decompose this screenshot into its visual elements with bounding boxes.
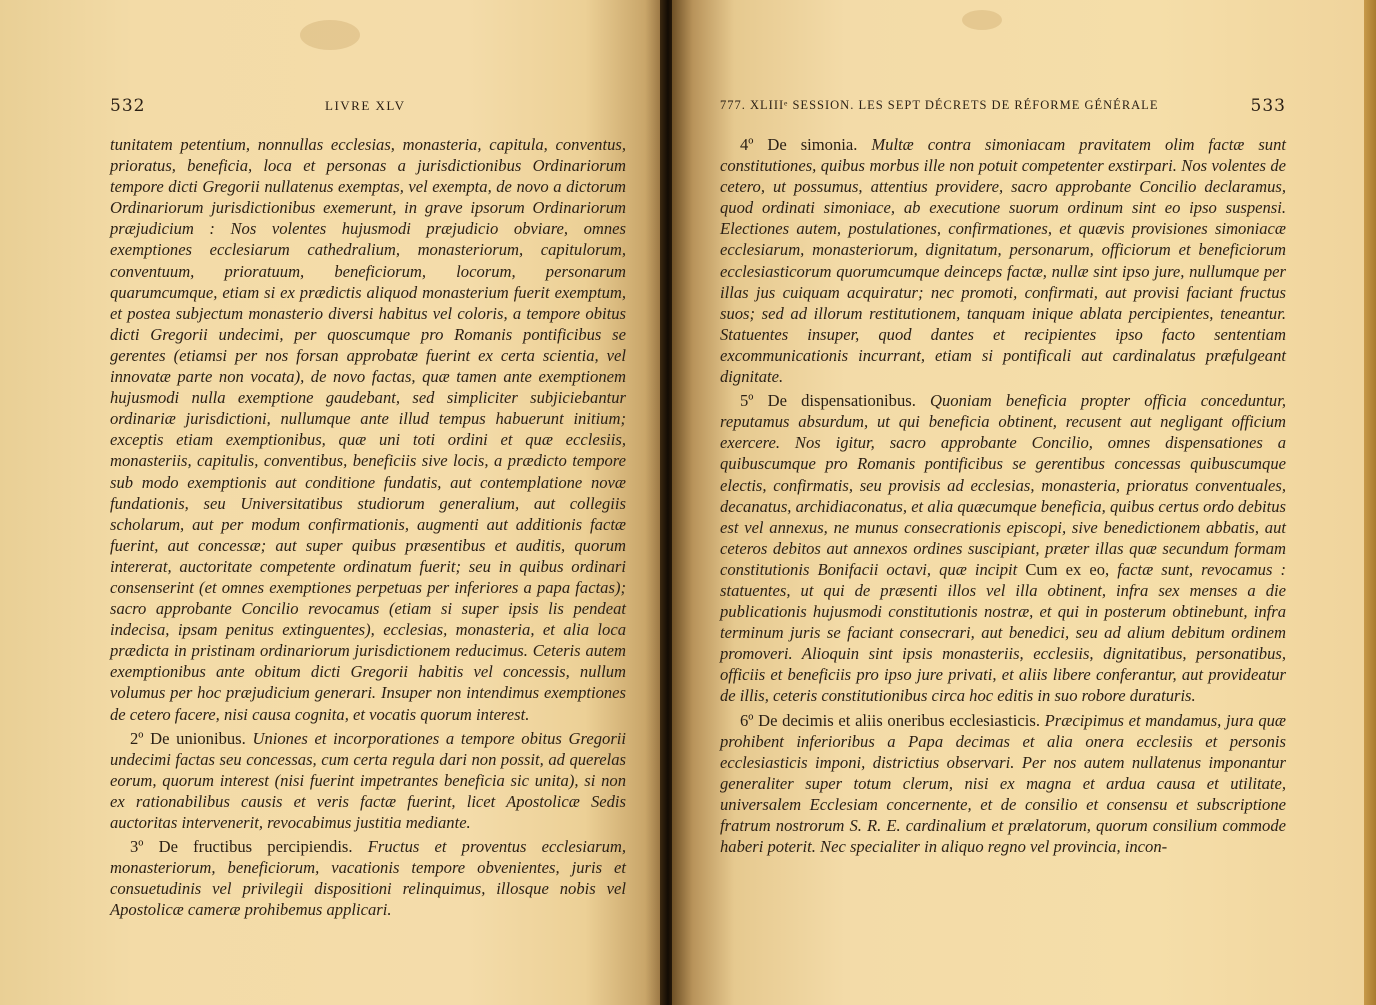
page-number: 533 [1250, 96, 1286, 116]
paragraph [720, 390, 1286, 706]
right-page-text [720, 134, 1286, 857]
paragraph-quoted-incipit: Cum ex eo, [1025, 559, 1110, 579]
paragraph-text: Uniones et incorporationes a tempore obitus Gregorii undecimi factas seu concessas, cum certa regula dari non possit, ad querelas eorum, quorum interest (nisi fuerint impetrantes beneficia sic unita), si non ex rationabilibus causis et veris factæ fuerint, licet Apostolicæ Sedis auctoritas intervenerit, revocabimus justitia mediante. [110, 728, 626, 832]
left-running-head [110, 98, 626, 122]
paper-stain [300, 20, 360, 50]
paper-stain [962, 10, 1002, 30]
left-page [0, 0, 665, 1005]
paragraph-text: factæ sunt, revocamus : statuentes, ut qui de præsenti illos vel illa obtinent, infra sex menses a die publicationis hujusmodi constitutionis nostræ, et qui in posterum obtinebunt, infra terminum juris se faciant consecrari, aut benedici, seu ad alium debitum ordinem promoveri. Alioquin sint ipsis monasteriis, ecclesiis, dignitatibus, personatibus, officiis et beneficiis pro ipso jure privati, et aliis libere conferantur, aut provideatur de illis, ceteris constitutionibus circa hoc editis in suo robore duraturis. [720, 559, 1286, 706]
paragraph-text: Præcipimus et mandamus, jura quæ prohibent inferioribus a Papa decimas et alia onera ecclesiis et personis ecclesiasticis imponi, districtius observari. Per nos autem nullatenus imponantur generaliter super totum clerum, nisi ex magna et ardua causa et utilitate, universalem Ecclesiam concernente, et de consilio et consensu et subscriptione fratrum nostrorum S. R. E. cardinalium et prælatorum, quorum consilium commode haberi poterit. Nec specialiter in aliquo regno vel provincia, incon- [720, 710, 1287, 857]
left-page-text [110, 134, 626, 920]
paragraph-lead: 6º De decimis et aliis oneribus ecclesiasticis. [740, 710, 1040, 730]
paragraph-lead: 2º De unionibus. [130, 728, 246, 748]
paragraph [110, 836, 626, 920]
paragraph [720, 710, 1286, 858]
paragraph-text: tunitatem petentium, nonnullas ecclesias, monasteria, capitula, conventus, prioratus, beneficia, loca et personas a jurisdictionibus Ordinariorum tempore dicti Gregorii nullatenus exemptas, vel exempta, de novo a dictorum Ordinariorum jurisdictionibus exemerunt, in grave ipsorum Ordinariorum præjudicium : Nos volentes hujusmodi præjudicio obviare, omnes exemptiones ecclesiarum cathedralium, monasteriorum, capitulorum, conventuum, prioratuum, beneficiorum, locorum, personarum quarumcumque, etiam si ex prædictis aliquod monasterium fuerit exemptum, et postea subjectum monasterio diversi habitus vel coloris, a tempore obitus dicti Gregorii undecimi, per quoscumque pro Romanis pontificibus se gerentes (etiamsi per nos forsan approbatæ fuerint ex certa scientia, vel innovatæ parte non vocata), de novo factas, quæ tamen ante exemptionem hujusmodi nulla exemptione gaudebant, sed simpliciter subjiciebantur ordinariæ jurisdictioni, nullumque ante illud tempus habuerunt initium; exceptis etiam exemptionibus, quæ uni toti ordini et quæ ecclesiis, monasteriis, capitulis, conventibus, beneficiis sive locis, a prædicto tempore sub modo exemptionis aut conditione fundatis, aut contemplatione novæ fundationis, seu Universitatibus studiorum generalium, aut collegiis scholarum, aut per modum confirmationis, augmenti aut additionis factæ fuerint, aut concessæ; aut super quibus præsentibus et auditis, quorum intererat, auctoritate competente ordinatum fuerit; seu in quibus ordinari consenserint (et omnes exemptiones perpetuas per inferiores a papa factas); sacro approbante Concilio revocamus (etiam si super ipsis lis pendeat indecisa, ipsam penitus extinguentes), ecclesias, monasteria, et alia loca prædicta in pristinam ordinariorum jurisdictionem reducimus. Ceteris autem exemptionibus ante obitum dicti Gregorii habitis vel concessis, nullum volumus per hoc præjudicium generari. Insuper non intendimus exemptiones de cetero facere, nisi causa cognita, et vocatis quorum interest. [110, 135, 626, 724]
paragraph-text: Multæ contra simoniacam pravitatem olim factæ sunt constitutiones, quibus morbus ille non potuit competenter exstirpari. Nos volentes de cetero, ut possumus, attentius providere, sacro approbante Concilio declaramus, quod ordinati simoniace, ab executione suorum ordinum sint eo ipso suspensi. Electiones autem, postulationes, confirmationes, et quævis provisiones simoniacæ ecclesiarum, monasteriorum, dignitatum, personarum, officiorum et beneficiorum ecclesiasticorum quorumcumque deinceps factæ, nullæ sint ipso jure, nullumque per illas jus cuiquam acquiratur; nec promoti, confirmati, aut provisi faciant fructus suos; sed ad illorum restitutionem, tanquam inique ablata percipientes, teneantur. Statuentes insuper, quod dantes et recipientes ipso facto sententiam excommunicationis incurrant, etiam si pontificali aut cardinalatus præfulgeant dignitate. [720, 135, 1286, 387]
paragraph [720, 134, 1286, 387]
paragraph-text: Quoniam beneficia propter officia conceduntur, reputamus absurdum, ut qui beneficia obtinent, recusent aut negligant officium exercere. Nos igitur, sacro approbante Concilio, omnes dispensationes a quibuscumque pro Romanis pontificibus se gerentibus concessas quibuscumque electis, confirmatis, seu provisis ad ecclesias, monasteria, prioratus conventuales, decanatus, archidiaconatus, et alia quæcumque beneficia, quibus certus ordo debitus est vel annexus, ne munus consecrationis episcopi, sive benedictionem abbatis, aut ceteros debitos aut annexos ordines suscipiant, præter illas quæ secundum formam constitutionis Bonifacii octavi, quæ incipit [720, 391, 1287, 579]
paragraph-text: Fructus et proventus ecclesiarum, monasteriorum, beneficiorum, vacationis tempore obvenientes, juris et consuetudinis vel privilegii dispositioni relinquimus, illosque nobis vel Apostolicæ cameræ prohibemus applicari. [110, 837, 626, 920]
paragraph-lead: 3º De fructibus percipiendis. [130, 837, 353, 857]
paragraph [110, 134, 626, 725]
paragraph-lead: 4º De simonia. [740, 135, 858, 154]
paragraph [110, 728, 626, 833]
running-head-title: 777. XLIIIᵉ SESSION. LES SEPT DÉCRETS DE RÉFORME GÉNÉRALE [720, 98, 1159, 112]
running-head-title: LIVRE XLV [325, 98, 406, 113]
page-number: 532 [110, 96, 146, 116]
right-page [672, 0, 1364, 1005]
page-edge [1364, 0, 1376, 1005]
right-running-head [720, 98, 1286, 122]
paragraph-lead: 5º De dispensationibus. [740, 391, 916, 411]
